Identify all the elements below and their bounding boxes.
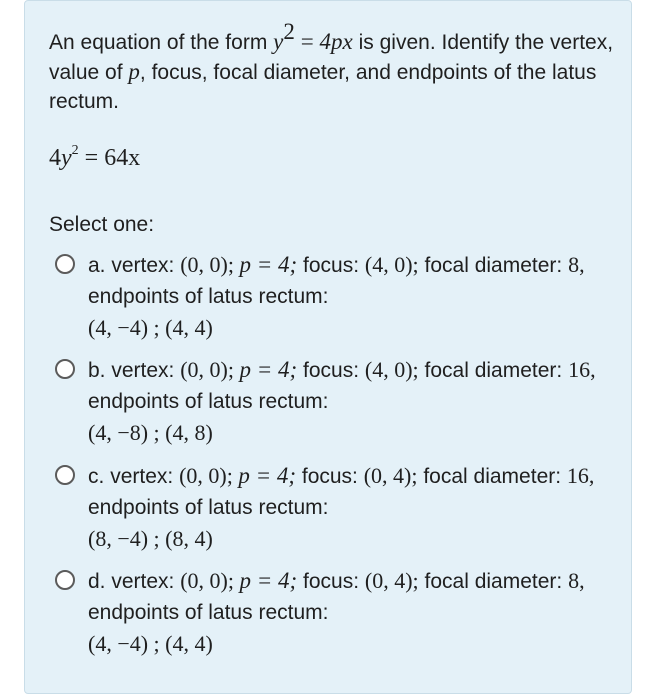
equation-var: y (61, 145, 72, 171)
option-b-text[interactable] (88, 354, 608, 449)
option-c-text[interactable] (88, 460, 608, 555)
equation-coef: 4 (49, 145, 61, 171)
radio-option-a[interactable] (55, 254, 75, 274)
focal-diameter-value: 8, (568, 252, 585, 277)
endpoints-value: (8, −4) ; (8, 4) (88, 526, 213, 551)
focal-diameter-label: focal diameter: (424, 570, 563, 593)
p-value: p = 4; (238, 463, 297, 488)
focus-label: focus: (303, 570, 360, 593)
vertex-label: vertex: (111, 359, 175, 382)
given-equation (49, 145, 140, 172)
vertex-label: vertex: (110, 465, 174, 488)
focal-diameter-value: 16, (568, 357, 596, 382)
focus-value: (4, 0); (364, 252, 419, 277)
select-one-label: Select one: (49, 213, 155, 236)
option-letter: c. (88, 465, 105, 488)
vertex-label: vertex: (111, 570, 175, 593)
equation-exponent: 2 (71, 143, 79, 158)
radio-option-b[interactable] (55, 359, 75, 379)
radio-option-d[interactable] (55, 570, 75, 590)
endpoints-label: endpoints of latus rectum: (88, 390, 329, 413)
question-part-1: An equation of the form (49, 31, 268, 54)
vertex-value: (0, 0); (180, 357, 240, 382)
question-part-3: , focus, focal diameter, and endpoints of the latus rectum. (49, 61, 597, 113)
question-card (24, 0, 632, 694)
vertex-label: vertex: (111, 254, 175, 277)
form-exponent: 2 (283, 19, 295, 44)
endpoints-label: endpoints of latus rectum: (88, 496, 329, 519)
option-a-text[interactable] (88, 249, 608, 344)
focus-value: (4, 0); (364, 357, 419, 382)
form-y: y (273, 29, 284, 54)
focal-diameter-value: 8, (568, 568, 585, 593)
option-letter: b. (88, 359, 106, 382)
endpoints-value: (4, −4) ; (4, 4) (88, 315, 213, 340)
focus-label: focus: (303, 359, 360, 382)
vertex-value: (0, 0); (180, 568, 240, 593)
focal-diameter-label: focal diameter: (424, 254, 563, 277)
focal-diameter-label: focal diameter: (423, 465, 562, 488)
option-d-text[interactable] (88, 565, 608, 660)
endpoints-label: endpoints of latus rectum: (88, 601, 329, 624)
form-equals: = (300, 29, 314, 54)
focal-diameter-label: focal diameter: (424, 359, 563, 382)
vertex-value: (0, 0); (179, 463, 239, 488)
radio-option-c[interactable] (55, 465, 75, 485)
form-rhs: 4px (319, 29, 353, 54)
p-value: p = 4; (239, 357, 298, 382)
equation-equals: = (84, 145, 99, 171)
equation-rhs: 64x (104, 145, 141, 171)
endpoints-value: (4, −4) ; (4, 4) (88, 631, 213, 656)
focus-label: focus: (301, 465, 358, 488)
option-letter: a. (88, 254, 106, 277)
focus-label: focus: (303, 254, 360, 277)
p-variable: p (128, 59, 140, 84)
focal-diameter-value: 16, (566, 463, 595, 488)
focus-value: (0, 4); (363, 463, 418, 488)
question-part-2: is given. Identify the vertex, value of (49, 31, 614, 84)
p-value: p = 4; (239, 252, 298, 277)
p-value: p = 4; (239, 568, 298, 593)
vertex-value: (0, 0); (180, 252, 240, 277)
endpoints-label: endpoints of latus rectum: (88, 285, 329, 308)
option-letter: d. (88, 570, 106, 593)
focus-value: (0, 4); (364, 568, 419, 593)
endpoints-value: (4, −8) ; (4, 8) (88, 420, 213, 445)
question-text (49, 19, 619, 116)
